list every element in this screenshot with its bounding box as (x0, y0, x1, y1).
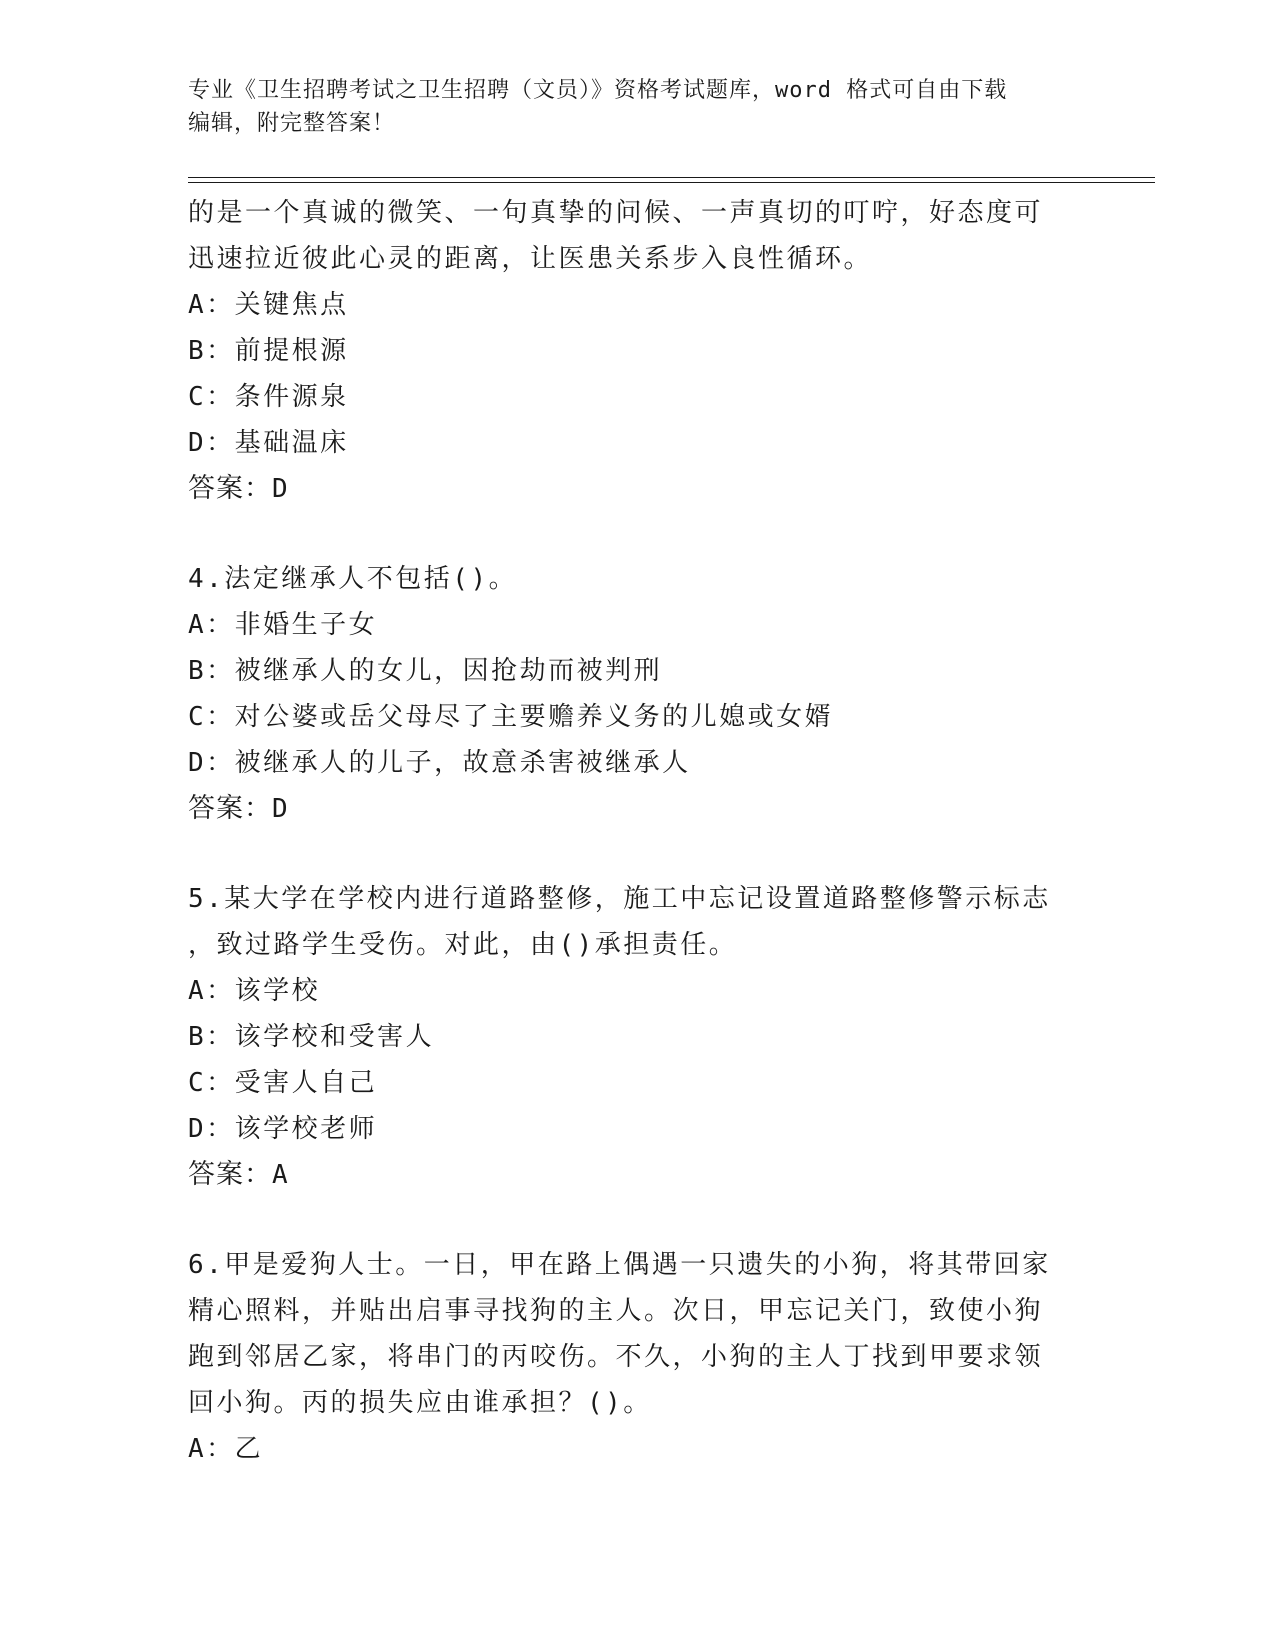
question-text-line: 回小狗。丙的损失应由谁承担？()。 (188, 1388, 652, 1418)
option-a: A：该学校 (188, 976, 321, 1006)
option-c: C：受害人自己 (188, 1068, 378, 1098)
answer-value: D (272, 794, 289, 824)
option-d: D：被继承人的儿子，故意杀害被继承人 (188, 748, 691, 778)
question-4 (188, 556, 1078, 832)
question-text-line: 迅速拉近彼此心灵的距离，让医患关系步入良性循环。 (188, 244, 873, 274)
question-spacer (188, 832, 1078, 876)
question-spacer (188, 512, 1078, 556)
answer-line (188, 786, 1078, 832)
answer-line (188, 466, 1078, 512)
option-a: A：乙 (188, 1434, 264, 1464)
header-divider-top (188, 177, 1155, 178)
answer-label: 答案： (188, 473, 272, 504)
header-line-1: 专业《卫生招聘考试之卫生招聘（文员）》资格考试题库，word 格式可自由下载 (188, 78, 1008, 103)
question-spacer (188, 1198, 1078, 1242)
option-b: B：前提根源 (188, 336, 349, 366)
answer-line (188, 1152, 1078, 1198)
question-text-line: 6.甲是爱狗人士。一日，甲在路上偶遇一只遗失的小狗，将其带回家 (188, 1250, 1051, 1280)
option-b: B：被继承人的女儿，因抢劫而被判刑 (188, 656, 663, 686)
question-text-line: ，致过路学生受伤。对此，由()承担责任。 (188, 930, 738, 960)
question-5 (188, 876, 1078, 1198)
answer-value: A (272, 1160, 289, 1190)
question-text-line: 跑到邻居乙家，将串门的丙咬伤。不久，小狗的主人丁找到甲要求领 (188, 1342, 1044, 1372)
question-text-line: 精心照料，并贴出启事寻找狗的主人。次日，甲忘记关门，致使小狗 (188, 1296, 1044, 1326)
document-header (188, 74, 1088, 140)
option-d: D：基础温床 (188, 428, 349, 458)
header-line-2: 编辑，附完整答案！ (188, 111, 396, 136)
answer-label: 答案： (188, 1159, 272, 1190)
option-a: A：关键焦点 (188, 290, 349, 320)
header-divider-bottom (188, 182, 1155, 183)
question-6 (188, 1242, 1078, 1472)
question-text-line: 的是一个真诚的微笑、一句真挚的问候、一声真切的叮咛，好态度可 (188, 198, 1044, 228)
option-a: A：非婚生子女 (188, 610, 378, 640)
answer-value: D (272, 474, 289, 504)
document-body (188, 190, 1078, 1472)
answer-label: 答案： (188, 793, 272, 824)
option-c: C：条件源泉 (188, 382, 349, 412)
question-text-line: 5.某大学在学校内进行道路整修，施工中忘记设置道路整修警示标志 (188, 884, 1051, 914)
question-continued (188, 190, 1078, 512)
option-d: D：该学校老师 (188, 1114, 378, 1144)
question-text-line: 4.法定继承人不包括()。 (188, 564, 518, 594)
option-b: B：该学校和受害人 (188, 1022, 435, 1052)
option-c: C：对公婆或岳父母尽了主要赡养义务的儿媳或女婿 (188, 702, 834, 732)
